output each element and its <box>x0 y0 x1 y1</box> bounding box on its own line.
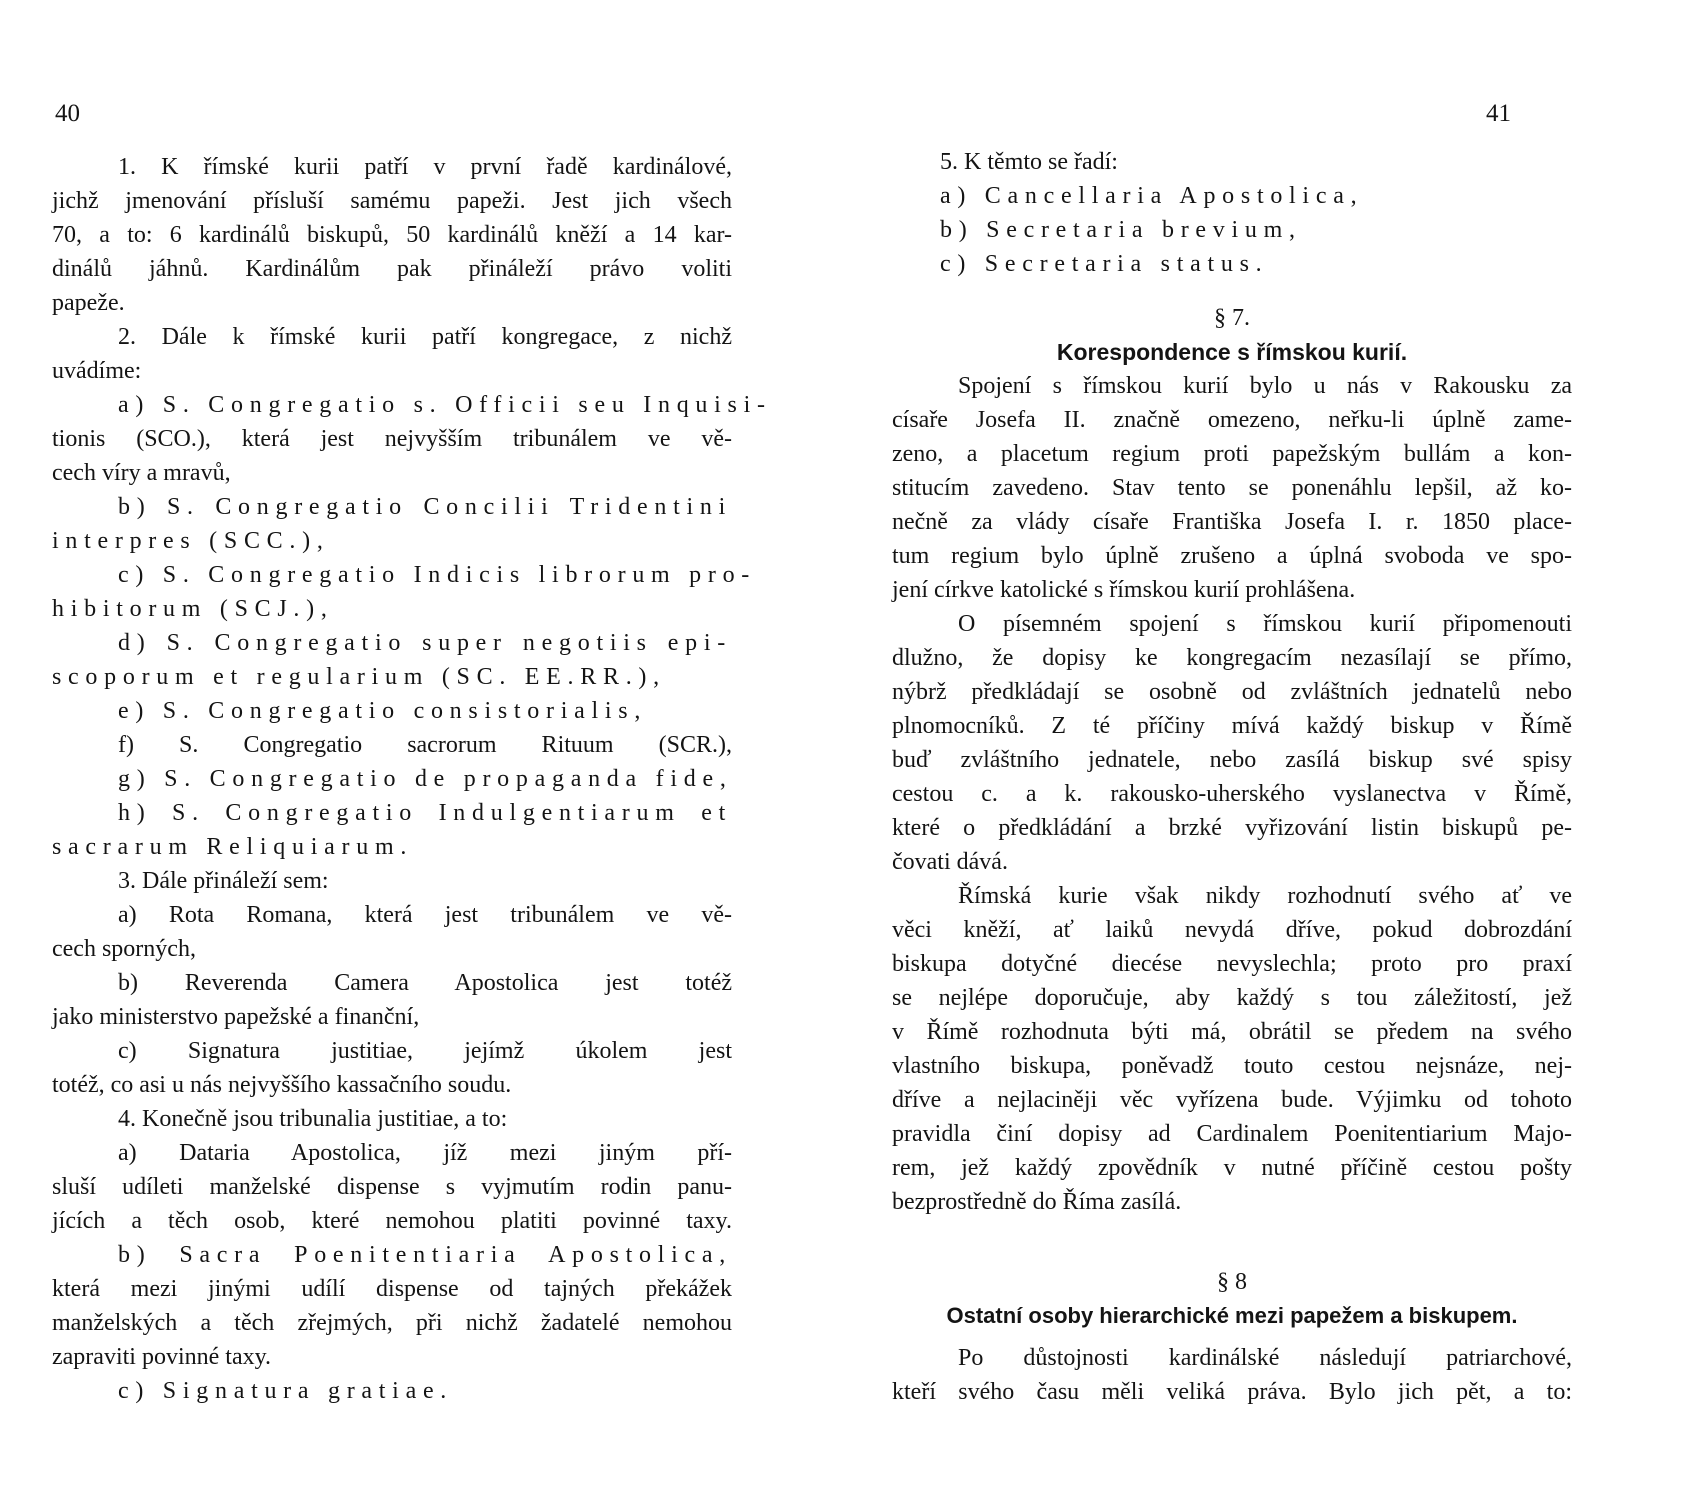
text-line: dinálů jáhnů. Kardinálům pak přináleží právo voliti <box>52 256 732 282</box>
text-line: 3. Dále přináleží sem: <box>118 868 329 894</box>
text-line: interpres (SCC.), <box>52 528 330 554</box>
text-line: c) Signatura gratiae. <box>118 1378 454 1404</box>
text-line: manželských a těch zřejmých, při nichž žadatelé nemohou <box>52 1310 732 1336</box>
section-8-title: Ostatní osoby hierarchické mezi papežem a biskupem. <box>946 1303 1518 1328</box>
text-line: se nejlépe doporučuje, aby každý s tou záležitostí, jež <box>892 985 1572 1011</box>
text-line: Římská kurie však nikdy rozhodnutí svého ať ve <box>958 883 1572 909</box>
text-line: uvádíme: <box>52 358 142 384</box>
text-line: b) S. Congregatio Concilii Tridentini <box>118 494 732 520</box>
text-line: totéž, co asi u nás nejvyššího kassačního soudu. <box>52 1072 512 1098</box>
text-line: f) S. Congregatio sacrorum Rituum (SCR.), <box>118 732 732 758</box>
text-line: nečně za vlády císaře Františka Josefa I. r. 1850 place- <box>892 509 1572 535</box>
page-number-left: 40 <box>55 100 80 127</box>
text-line: Spojení s římskou kurií bylo u nás v Rakousku za <box>958 373 1572 399</box>
text-line: b) Sacra Poenitentiaria Apostolica, <box>118 1242 732 1268</box>
text-line: h) S. Congregatio Indulgentiarum et <box>118 800 732 826</box>
text-line: d) S. Congregatio super negotiis epi- <box>118 630 732 656</box>
text-line: cestou c. a k. rakousko-uherského vyslanectva v Římě, <box>892 781 1572 807</box>
text-line: čovati dává. <box>892 849 1008 875</box>
text-line: tionis (SCO.), která jest nejvyšším tribunálem ve vě- <box>52 426 732 452</box>
right-page <box>850 0 1700 1500</box>
text-line: papeže. <box>52 290 125 316</box>
text-line: 70, a to: 6 kardinálů biskupů, 50 kardinálů kněží a 14 kar- <box>52 222 732 248</box>
section-8-body <box>892 1341 1572 1409</box>
text-line: zapraviti povinné taxy. <box>52 1344 272 1370</box>
text-line: kteří svého času měli veliká práva. Bylo jich pět, a to: <box>892 1379 1572 1405</box>
section-7-symbol: § 7. <box>1214 305 1250 331</box>
text-line: jichž jmenování přísluší samému papeži. Jest jich všech <box>52 188 732 214</box>
text-line: 4. Konečně jsou tribunalia justitiae, a to: <box>118 1106 508 1132</box>
text-line: cech sporných, <box>52 936 196 962</box>
text-line: a) Dataria Apostolica, jíž mezi jiným pří- <box>118 1140 732 1166</box>
text-line: c) Signatura justitiae, jejímž úkolem jest <box>118 1038 732 1064</box>
text-line: a) Rota Romana, která jest tribunálem ve vě- <box>118 902 732 928</box>
left-page-text <box>52 150 772 1408</box>
text-line: b) Reverenda Camera Apostolica jest totéž <box>118 970 732 996</box>
text-line: 1. K římské kurii patří v první řadě kardinálové, <box>118 154 732 180</box>
section-7-title: Korespondence s římskou kurií. <box>1056 339 1408 365</box>
text-line: Po důstojnosti kardinálské následují patriarchové, <box>958 1345 1572 1371</box>
text-line: nýbrž předkládají se osobně od zvláštních jednatelů nebo <box>892 679 1572 705</box>
text-line: jících a těch osob, které nemohou platiti povinné taxy. <box>52 1208 732 1234</box>
page-number-right: 41 <box>1486 100 1511 127</box>
text-line: cech víry a mravů, <box>52 460 231 486</box>
curia-offices-list <box>892 145 1572 281</box>
list-line: c) Secretaria status. <box>940 251 1269 277</box>
text-line: pravidla činí dopisy ad Cardinalem Poenitentiarium Majo- <box>892 1121 1572 1147</box>
text-line: které o předkládání a brzké vyřizování listin biskupů pe- <box>892 815 1572 841</box>
list-line: b) Secretaria brevium, <box>940 217 1302 243</box>
text-line: O písemném spojení s římskou kurií připomenouti <box>958 611 1572 637</box>
list-line: a) Cancellaria Apostolica, <box>940 183 1364 209</box>
section-8-symbol: § 8 <box>1217 1269 1247 1295</box>
text-line: e) S. Congregatio consistorialis, <box>118 698 648 724</box>
text-line: hibitorum (SCJ.), <box>52 596 334 622</box>
list-line: 5. K těmto se řadí: <box>940 149 1118 175</box>
text-line: tum regium bylo úplně zrušeno a úplná svoboda ve spo- <box>892 543 1572 569</box>
text-line: c) S. Congregatio Indicis librorum pro- <box>118 562 757 588</box>
text-line: dlužno, že dopisy ke kongregacím nezasílají se přímo, <box>892 645 1572 671</box>
text-line: stitucím zavedeno. Stav tento se ponenáhlu lepšil, až ko- <box>892 475 1572 501</box>
text-line: jení církve katolické s římskou kurií prohlášena. <box>892 577 1356 603</box>
text-line: biskupa dotyčné diecése nevyslechla; proto pro praxí <box>892 951 1572 977</box>
text-line: plnomocníků. Z té příčiny mívá každý biskup v Římě <box>892 713 1572 739</box>
text-line: zeno, a placetum regium proti papežským bullám a kon- <box>892 441 1572 467</box>
text-line: g) S. Congregatio de propaganda fide, <box>118 766 733 792</box>
right-page-text <box>892 145 1572 1409</box>
text-line: buď zvláštního jednatele, nebo zasílá biskup své spisy <box>892 747 1572 773</box>
text-line: scoporum et regularium (SC. EE.RR.), <box>52 664 666 690</box>
text-line: v Římě rozhodnuta býti má, obrátil se předem na svého <box>892 1019 1572 1045</box>
section-7-body <box>892 369 1572 1219</box>
text-line: věci kněží, ať laiků nevydá dříve, pokud dobrozdání <box>892 917 1572 943</box>
text-line: 2. Dále k římské kurii patří kongregace, z nichž <box>118 324 732 350</box>
text-line: vlastního biskupa, poněvadž touto cestou nejsnáze, nej- <box>892 1053 1572 1079</box>
text-line: která mezi jinými udílí dispense od tajných překážek <box>52 1276 732 1302</box>
text-line: císaře Josefa II. značně omezeno, neřku-li úplně zame- <box>892 407 1572 433</box>
text-line: sluší udíleti manželské dispense s vyjmutím rodin panu- <box>52 1174 732 1200</box>
text-line: sacrarum Reliquiarum. <box>52 834 414 860</box>
text-line: bezprostředně do Říma zasílá. <box>892 1189 1182 1215</box>
text-line: a) S. Congregatio s. Officii seu Inquisi- <box>118 392 772 418</box>
text-line: dříve a nejlaciněji věc vyřízena bude. Výjimku od tohoto <box>892 1087 1572 1113</box>
text-line: rem, jež každý zpovědník v nutné příčině cestou pošty <box>892 1155 1572 1181</box>
text-line: jako ministerstvo papežské a finanční, <box>52 1004 420 1030</box>
